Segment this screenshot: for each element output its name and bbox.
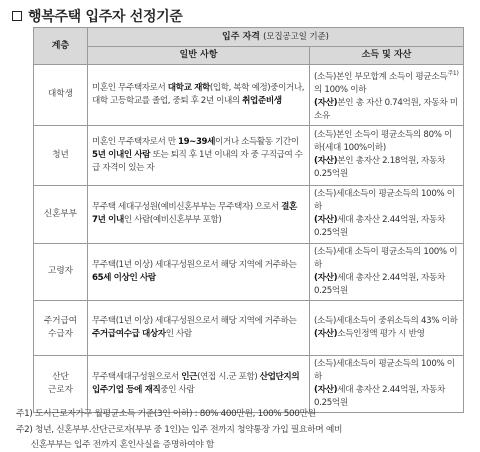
desc-text: 미혼인 무주택자로서: [92, 82, 168, 93]
row-income-assets: [310, 300, 464, 355]
row-category-line: 산단: [52, 371, 69, 382]
row-category: [34, 243, 88, 300]
title-text: 행복주택 입주자 선정기준: [28, 9, 183, 25]
income-label: (자산): [314, 215, 338, 226]
row-category-line: 청년: [52, 149, 69, 160]
income-text: 세대 소득이 평균소득의 100% 이하: [314, 246, 458, 270]
row-general-desc: [88, 243, 310, 300]
row-category-line: 근로자: [48, 384, 73, 395]
row-income-assets: [310, 125, 464, 185]
income-line: [314, 214, 459, 240]
income-label: (자산): [314, 384, 338, 395]
document-title: [12, 6, 183, 26]
desc-text: 또는 퇴직 후 1년 이내의 자 중 구직급여 수급 자격이 있는 자: [92, 149, 303, 173]
income-line: [314, 246, 459, 272]
income-text: (소득): [314, 315, 337, 326]
desc-emphasis: 주거급여수급 대상자: [92, 328, 166, 339]
row-category-line: 수급자: [48, 328, 73, 339]
income-line: [314, 328, 459, 341]
income-text: (소득): [314, 358, 337, 369]
header-category: 계층: [34, 28, 88, 65]
income-text: 소득인정액 평가 시 반영: [337, 328, 425, 339]
income-line: [314, 97, 459, 123]
row-category-line: 신혼부부: [43, 208, 78, 219]
income-line: [314, 129, 459, 155]
row-category-line: 대학생: [48, 89, 73, 100]
row-category: [34, 300, 88, 355]
income-label: (자산): [314, 272, 338, 283]
desc-text: 무주택세대구성원으로서: [92, 371, 182, 382]
income-text: 의 100% 이하: [314, 84, 367, 95]
desc-emphasis: 19~39세: [178, 136, 216, 147]
income-line: [314, 315, 459, 328]
income-line: [314, 155, 459, 181]
table-row: [34, 65, 464, 126]
income-text: 본인 소득이 평균소득의 80% 이하(세대 100%이하): [314, 130, 453, 154]
table-row: [34, 125, 464, 185]
footnote-2: 주2) 청년, 신혼부부.산단근로자(부부 중 1인)는 입주 전까지 청약통장 가입 필요하며 예비: [16, 425, 343, 435]
row-category: [34, 355, 88, 412]
header-qualification-sub: (모집공고일 기준): [263, 31, 329, 41]
desc-text: 미혼인 무주택자로서 만: [92, 136, 179, 147]
row-general-desc: [88, 65, 310, 126]
checkbox-square-icon: [12, 11, 22, 21]
income-label: (자산): [314, 328, 338, 339]
desc-emphasis: 취업준비생: [242, 95, 282, 106]
row-category: [34, 65, 88, 126]
header-income: 소득 및 자산: [310, 47, 464, 65]
income-text: 세대 총자산 2.44억원, 자동차 0.25억원: [314, 272, 445, 296]
income-text: (소득): [314, 130, 337, 141]
footnote-ref: 주1): [447, 70, 459, 77]
income-text: 세대소득이 평균소득의 100% 이하: [314, 358, 455, 382]
selection-criteria-table: [33, 27, 464, 413]
income-text: 본인 부모합계 소득이 평균소득: [336, 71, 448, 82]
desc-emphasis: 결혼 7년 이내: [92, 202, 297, 226]
desc-emphasis: 65세 이상인 사람: [92, 272, 156, 283]
desc-text: (연접 시.군 포함): [197, 371, 260, 382]
desc-text: 인 사람(예비신혼부부 포함): [123, 215, 222, 226]
income-line: [314, 67, 459, 97]
desc-emphasis: 5년 이내인 사람: [92, 149, 151, 160]
row-income-assets: [310, 65, 464, 126]
income-line: [314, 188, 459, 214]
desc-text: 인 사람: [165, 328, 192, 339]
desc-text: 무주택 세대구성원(예비신혼부부는 무주택자) 으로서: [92, 202, 282, 213]
income-text: 세대 총자산 2.44억원, 자동차 0.25억원: [314, 384, 445, 408]
income-line: [314, 358, 459, 384]
table-body: [34, 65, 464, 413]
row-general-desc: [88, 185, 310, 243]
desc-emphasis: 산업단지의 입주기업 등에 재직: [92, 371, 300, 395]
income-text: (소득): [314, 246, 337, 257]
table-row: [34, 355, 464, 412]
desc-text: 무주택(1년 이상) 세대구성원으로서 해당 지역에 거주하는: [92, 259, 297, 270]
header-general: 일반 사항: [88, 47, 310, 65]
income-line: [314, 384, 459, 410]
row-income-assets: [310, 243, 464, 300]
income-label: (자산): [314, 156, 338, 167]
row-income-assets: [310, 185, 464, 243]
row-category: [34, 185, 88, 243]
row-category-line: 고령자: [48, 266, 73, 277]
row-category: [34, 125, 88, 185]
header-qualification-label: 입주 자격: [222, 32, 260, 42]
income-text: 세대소득이 평균소득의 100% 이하: [314, 189, 455, 213]
desc-text: 무주택(1년 이상) 세대구성원으로서 해당 지역에 거주하는: [92, 315, 297, 326]
income-line: [314, 272, 459, 298]
row-general-desc: [88, 300, 310, 355]
desc-text: 중인 사람: [160, 384, 195, 395]
income-label: (자산): [314, 97, 338, 108]
income-text: (소득): [314, 71, 337, 82]
desc-text: 이거나 소득활동 기간이: [215, 136, 299, 147]
desc-emphasis: 인근: [181, 371, 198, 382]
header-qualification: [88, 28, 464, 47]
income-text: 세대소득이 중위소득의 43% 이하: [336, 315, 458, 326]
footnote-2-continued: 신혼부부는 입주 전까지 혼인사실을 증명하여야 함: [16, 440, 215, 450]
row-income-assets: [310, 355, 464, 412]
desc-text: (입학, 복학 예정)중이거나, 대학 고등학교를 졸업, 중퇴 후 2년 이내의: [92, 82, 305, 106]
table-row: [34, 185, 464, 243]
table-row: [34, 243, 464, 300]
row-general-desc: [88, 355, 310, 412]
row-category-line: 주거급여: [43, 315, 78, 326]
row-general-desc: [88, 125, 310, 185]
table-row: [34, 300, 464, 355]
income-text: 세대 총자산 2.44억원, 자동차 0.25억원: [314, 215, 445, 239]
income-text: (소득): [314, 189, 337, 200]
footnote-1: 주1) 도시근로자가구 월평균소득 기준(3인 이하) : 80% 400만원, 100% 500만원: [16, 409, 316, 419]
income-text: 본인 총자산 2.18억원, 자동차 0.25억원: [314, 156, 445, 180]
desc-emphasis: 대학교 재학: [167, 82, 210, 93]
income-text: 본인 총 자산 0.74억원, 자동차 미소유: [314, 97, 458, 121]
